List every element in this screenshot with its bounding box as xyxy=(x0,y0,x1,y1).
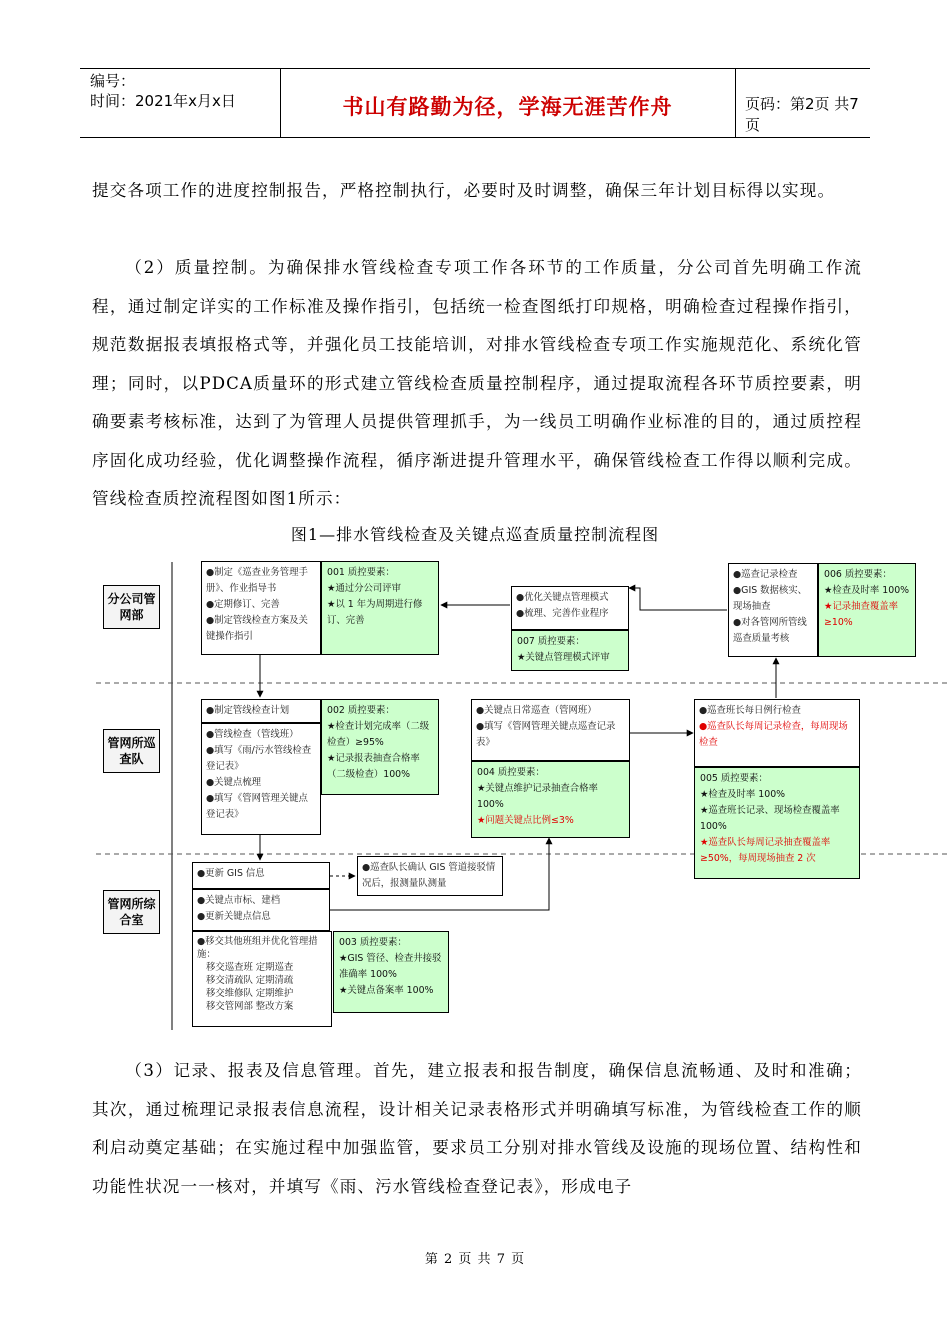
box-record-check: ●巡查记录检查 ●GIS 数据核实、现场抽查 ●对各管网所管线巡查质量考核 xyxy=(728,563,818,657)
arrow-3-to-2-a xyxy=(631,588,727,610)
qc-box-004: 004 质控要素： ★关键点维护记录抽查合格率100% ★问题关键点比例≤3% xyxy=(471,761,630,838)
box-inspection: ●管线检查（管线班） ●填写《雨/污水管线检查登记表》 ●关键点梳理 ●填写《管网管理关键点登记表》 xyxy=(201,723,321,835)
number-label: 编号： xyxy=(90,72,136,90)
paragraph-3: （3）记录、报表及信息管理。首先，建立报表和报告制度，确保信息流畅通、及时和准确；其次，通过梳理记录报表信息流程，设计相关记录表格形式并明确填写标准，为管线检查工作的顺利启动奠定基础；在实施过程中加强监管，要求员工分别对排水管线及设施的现场位置、结构性和功能性状况一一核对，并填写《雨、污水管线检查登记表》，形成电子 xyxy=(92,1061,862,1196)
qc-box-003: 003 质控要素： ★GIS 管径、检查井接驳准确率 100% ★关键点备案率 100% xyxy=(333,931,449,1013)
lane-label-dept: 分公司管网部 xyxy=(103,585,160,629)
box-gis-update: ●更新 GIS 信息 xyxy=(192,862,330,889)
lane-label-patrol: 管网所巡查队 xyxy=(103,729,160,773)
qc-box-005: 005 质控要素： ★检查及时率 100% ★巡查班长记录、现场检查覆盖率100% ★巡查队长每周记录抽查覆盖率≥50%，每周现场抽查 2 次 xyxy=(694,767,860,879)
paragraph-1: 提交各项工作的进度控制报告，严格控制执行，必要时及时调整，确保三年计划目标得以实现。 xyxy=(92,181,836,200)
qc-box-006: 006 质控要素： ★检查及时率 100% ★记录抽查覆盖率≥10% xyxy=(818,563,916,657)
box-gis-confirm: ●巡查队长确认 GIS 管道接驳情况后，报测量队测量 xyxy=(357,856,503,896)
date-label: 时间：2021年x月x日 xyxy=(90,92,236,110)
figure-caption: 图1—排水管线检查及关键点巡查质量控制流程图 xyxy=(290,525,660,544)
page-label: 页码：第2页 共7页 xyxy=(745,95,859,134)
paragraph-2: （2）质量控制。为确保排水管线检查专项工作各环节的工作质量，分公司首先明确工作流程，通过制定详实的工作标准及操作指引，包括统一检查图纸打印规格，明确检查过程操作指引，规范数据报表填报格式等，并强化员工技能培训，对排水管线检查专项工作实施规范化、系统化管理；同时，以PDCA质量环的形式建立管线检查质量控制程序，通过提取流程各环节质控要素，明确要素考核标准，达到了为管理人员提供管理抓手，为一线员工明确作业标准的目的，通过质控程序固化成功经验，优化调整操作流程，循序渐进提升管理水平，确保管线检查工作得以顺利完成。管线检查质控流程图如图1所示： xyxy=(92,258,862,508)
box-manual: ●制定《巡查业务管理手册》、作业指导书 ●定期修订、完善 ●制定管线检查方案及关键操作指引 xyxy=(201,561,321,655)
box-optimize: ●优化关键点管理模式 ●梳理、完善作业程序 xyxy=(511,586,629,630)
page-footer: 第 2 页 共 7 页 xyxy=(424,1252,526,1267)
box-handover: ●移交其他班组并优化管理措施： 移交巡查班 定期巡查 移交清疏队 定期清疏 移交维修队 定期维护 移交管网部 整改方案 xyxy=(192,931,332,1027)
qc-box-001: 001 质控要素： ★通过分公司评审 ★以 1 年为周期进行修订、完善 xyxy=(321,561,439,655)
qc-box-007: 007 质控要素： ★关键点管理模式评审 xyxy=(511,630,629,671)
box-daily-patrol: ●关键点日常巡查（管网班） ●填写《管网管理关键点巡查记录表》 xyxy=(471,699,630,761)
lane-label-office: 管网所综合室 xyxy=(103,890,160,934)
motto: 书山有路勤为径，学海无涯苦作舟 xyxy=(342,95,673,119)
box-plan: ●制定管线检查计划 xyxy=(201,699,321,723)
qc-box-002: 002 质控要素： ★检查计划完成率（二级检查）≥95% ★记录报表抽查合格率（二级检查）100% xyxy=(321,699,439,795)
box-keypoint-archive: ●关键点市标、建档 ●更新关键点信息 xyxy=(192,889,330,931)
box-leader-check: ●巡查班长每日例行检查 ●巡查队长每周记录检查，每周现场检查 xyxy=(694,699,860,767)
